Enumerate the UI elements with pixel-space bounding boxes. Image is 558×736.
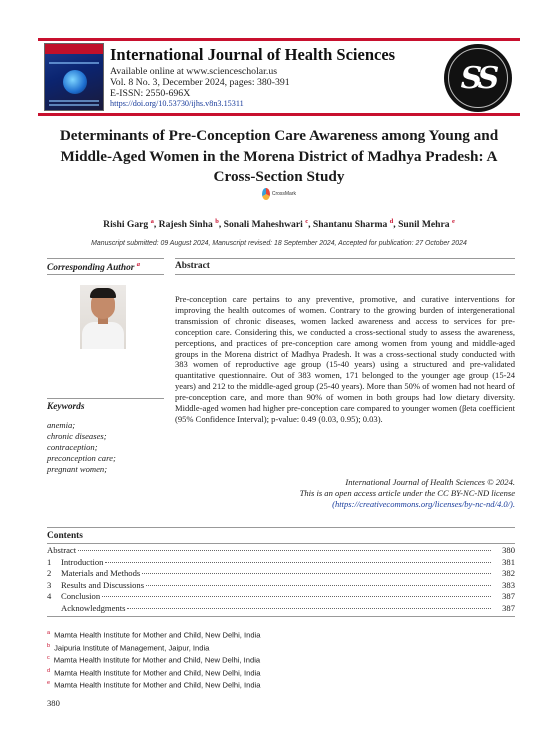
journal-eissn: E-ISSN: 2550-696X (110, 88, 191, 99)
header-top-rule (38, 38, 520, 41)
toc-number: 3 (47, 579, 52, 590)
keywords-heading: Keywords (47, 402, 85, 412)
toc-item-introduction[interactable] (47, 557, 515, 569)
keyword: preconception care; (47, 453, 116, 463)
affil-marker: b (47, 642, 51, 649)
affil-marker: d (47, 667, 51, 674)
author-list: Rishi Garg $^a$, Rajesh Sinha $^b$, Sonali Maheshwari $^c$, Shantanu Sharma $^d$, Sunil Mehra $^e$ (103, 218, 455, 231)
affiliation (47, 666, 260, 679)
manuscript-dates: Manuscript submitted: 09 August 2024, Manuscript revised: 18 September 2024, Accepted for publication: 27 October 2024 (91, 240, 467, 247)
affiliation (47, 628, 260, 641)
affiliation-text: Mamta Health Institute for Mother and Child, New Delhi, India (53, 655, 261, 665)
crossmark-badge[interactable] (262, 186, 296, 202)
author-affil-marker: a (150, 218, 154, 225)
copyright-line: International Journal of Health Sciences © 2024. (345, 477, 515, 487)
toc-page: 387 (502, 602, 515, 613)
toc-page: 383 (502, 579, 515, 590)
affil-marker: c (47, 655, 50, 662)
affiliation-text: Mamta Health Institute for Mother and Child, New Delhi, India (54, 630, 261, 640)
author: Shantanu Sharma (312, 219, 388, 231)
divider (47, 274, 164, 275)
publisher-seal-logo (444, 44, 512, 112)
toc-label: Abstract (47, 545, 77, 555)
seal-letters: SS (460, 60, 496, 96)
toc-item-abstract[interactable] (47, 545, 515, 557)
toc-page: 387 (502, 591, 515, 602)
page-number: 380 (47, 698, 60, 708)
author: Sonali Maheshwari (223, 219, 303, 231)
divider (47, 543, 515, 544)
divider (47, 616, 515, 617)
affil-marker: a (47, 630, 51, 636)
table-of-contents (47, 545, 515, 615)
toc-label: Introduction (61, 556, 104, 567)
author-photo (80, 285, 126, 349)
author: Rajesh Sinha (158, 219, 213, 231)
author-affil-marker: c (305, 218, 309, 225)
toc-label: Conclusion (61, 591, 101, 602)
affiliation (47, 678, 260, 691)
toc-number: 4 (47, 591, 52, 602)
journal-availability: Available online at www.sciencescholar.us (110, 66, 278, 77)
toc-item-acknowledgments[interactable] (47, 603, 515, 615)
crossmark-label: CrossMark (271, 191, 296, 197)
toc-number: 1 (47, 556, 52, 567)
affiliation-list (47, 628, 260, 691)
corresponding-author-marker: a (136, 261, 141, 268)
divider (47, 527, 515, 528)
keyword: anemia; (47, 420, 76, 430)
affil-marker: e (47, 680, 51, 687)
affiliation (47, 641, 260, 654)
abstract-text: Pre-conception care pertains to any preventive, promotive, and curative interventions for improving the health outcomes of women. Contrary to the growing burden of intergenerational transmission of chronic diseases, women lacked awareness and access to services for pre-conception care. Considering this, we conducted a cross-sectional study to assess the awareness, perceptions, and practices of pre-conception care among women from young and middle-aged groups in the Morena district of Madhya Pradesh. It was a cross-sectional study conducted with 383 women of reproductive age group (15-40 years) using a structured and pre-validated quantitative questionnaire. Out of 383 women, 171 belonged to the younger age group (15-24 years) and 212 to the middle-aged group (25-40 years). More than 50% of women had not heard of pre-conception care, and more than 90% of women in both groups had low dietary diversity. Middle-aged women had higher pre-conception care compared to younger women (βeta coefficient (95% Confidence Interval); p-value: 0.49 (0.03, 0.95); 0.03). (175, 294, 515, 424)
license-block (175, 477, 515, 510)
keyword: pregnant women; (47, 464, 108, 474)
license-link[interactable]: (https://creativecommons.org/licenses/by-nc-nd/4.0/). (332, 499, 515, 509)
corresponding-author-heading (47, 261, 140, 273)
divider (47, 258, 164, 259)
toc-number: 2 (47, 568, 52, 579)
header-bottom-rule (38, 113, 520, 116)
doi-link[interactable]: https://doi.org/10.53730/ijhs.v8n3.15311 (110, 99, 244, 108)
author: Sunil Mehra (398, 219, 450, 231)
author-affil-marker: e (451, 218, 455, 225)
crossmark-icon (262, 188, 270, 200)
toc-label: Results and Discussions (61, 579, 145, 590)
paper-title: Determinants of Pre-Conception Care Awareness among Young and Middle-Aged Women in the Morena District of Madhya Pradesh: A Cross-Section Study (59, 127, 499, 185)
author-affil-marker: b (215, 218, 219, 225)
toc-page: 382 (502, 568, 515, 579)
journal-cover-image (44, 43, 104, 111)
affiliation-text: Mamta Health Institute for Mother and Child, New Delhi, India (54, 680, 261, 690)
license-line: This is an open access article under the CC BY-NC-ND license (299, 488, 515, 498)
toc-label: Materials and Methods (61, 568, 141, 579)
keyword-list (47, 420, 116, 475)
divider (47, 398, 164, 399)
corresponding-author-label: Corresponding Author (47, 263, 135, 274)
keyword: contraception; (47, 442, 98, 452)
divider (175, 258, 515, 259)
journal-volume: Vol. 8 No. 3, December 2024, pages: 380-391 (110, 77, 290, 88)
affiliation-text: Mamta Health Institute for Mother and Child, New Delhi, India (54, 668, 261, 678)
toc-item-conclusion[interactable] (47, 591, 515, 603)
affiliation (47, 653, 260, 666)
abstract-heading: Abstract (175, 261, 210, 271)
journal-title: International Journal of Health Sciences (110, 45, 396, 64)
divider (175, 274, 515, 275)
toc-page: 380 (502, 545, 515, 555)
affiliation-text: Jaipuria Institute of Management, Jaipur, India (54, 643, 210, 653)
keyword: chronic diseases; (47, 431, 107, 441)
toc-item-methods[interactable] (47, 568, 515, 580)
toc-item-results[interactable] (47, 580, 515, 592)
author-affil-marker: d (389, 218, 394, 225)
author: Rishi Garg (103, 219, 149, 231)
toc-page: 381 (502, 556, 515, 567)
contents-heading: Contents (47, 531, 83, 541)
toc-label: Acknowledgments (61, 602, 126, 613)
